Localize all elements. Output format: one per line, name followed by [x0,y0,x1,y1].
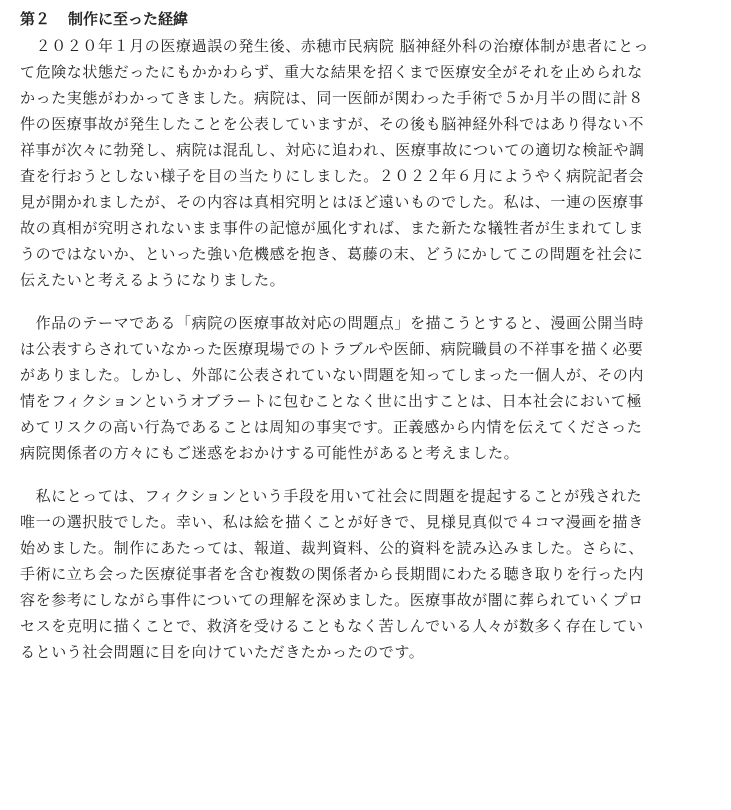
text-line: 伝えたいと考えるようになりました。 [20,271,286,289]
text-line: 手術に立ち会った医療従事者を含む複数の関係者から長期間にわたる聴き取りを行った内 [20,565,645,583]
text-line: 件の医療事故が発生したことを公表していますが、その後も脳神経外科ではあり得ない不 [20,115,645,133]
text-line: ２０２０年１月の医療過誤の発生後、赤穂市民病院 脳神経外科の治療体制が患者にとっ [20,37,650,55]
section-number: 第２ [20,10,51,28]
text-line: 故の真相が究明されないまま事件の記憶が風化すれば、また新たな犠牲者が生まれてしま [20,219,645,237]
paragraph-spacer [20,293,721,310]
text-line: 始めました。制作にあたっては、報道、裁判資料、公的資料を読み込みました。さらに、 [20,539,645,557]
paragraph-spacer [20,466,721,483]
text-line: 見が開かれましたが、その内容は真相究明とはほど遠いものでした。私は、一連の医療事 [20,193,645,211]
text-line: めてリスクの高い行為であることは周知の事実です。正義感から内情を伝えてくださった [20,418,643,436]
text-line: 私にとっては、フィクションという手段を用いて社会に問題を提起することが残された [20,487,643,505]
text-line: るという社会問題に目を向けていただきたかったのです。 [20,643,425,661]
text-line: 病院関係者の方々にもご迷惑をおかけする可能性があると考えました。 [20,444,520,462]
text-line: 祥事が次々に勃発し、病院は混乱し、対応に追われ、医療事故についての適切な検証や調 [20,141,645,159]
section-title: 制作に至った経緯 [68,10,189,28]
text-line: は公表すらされていなかった医療現場でのトラブルや医師、病院職員の不祥事を描く必要 [20,340,644,358]
text-line: 唯一の選択肢でした。幸い、私は絵を描くことが好きで、見様見真似で４コマ漫画を描き [20,513,644,531]
section-heading [20,8,721,30]
paragraph-2 [20,310,721,466]
text-line: うのではないか、といった強い危機感を抱き、葛藤の末、どうにかしてこの問題を社会に [20,245,644,263]
text-line: セスを克明に描くことで、救済を受けることもなく苦しんでいる人々が数多く存在してい [20,617,644,635]
text-line: 情をフィクションというオブラートに包むことなく世に出すことは、日本社会において極 [20,392,643,410]
text-line: かった実態がわかってきました。病院は、同一医師が関わった手術で５か月半の間に計８ [20,89,644,107]
text-line: て危険な状態だったにもかかわらず、重大な結果を招くまで医療安全がそれを止められな [20,63,643,81]
paragraph-3 [20,483,721,665]
text-line: がありました。しかし、外部に公表されていない問題を知ってしまった一個人が、その内 [20,366,645,384]
paragraph-1 [20,33,721,293]
text-line: 作品のテーマである「病院の医療事故対応の問題点」を描こうとすると、漫画公開当時 [20,314,645,332]
text-line: 査を行おうとしない様子を目の当たりにしました。２０２２年６月にようやく病院記者会 [20,167,645,185]
text-line: 容を参考にしながら事件についての理解を深めました。医療事故が闇に葬られていくプロ [20,591,644,609]
